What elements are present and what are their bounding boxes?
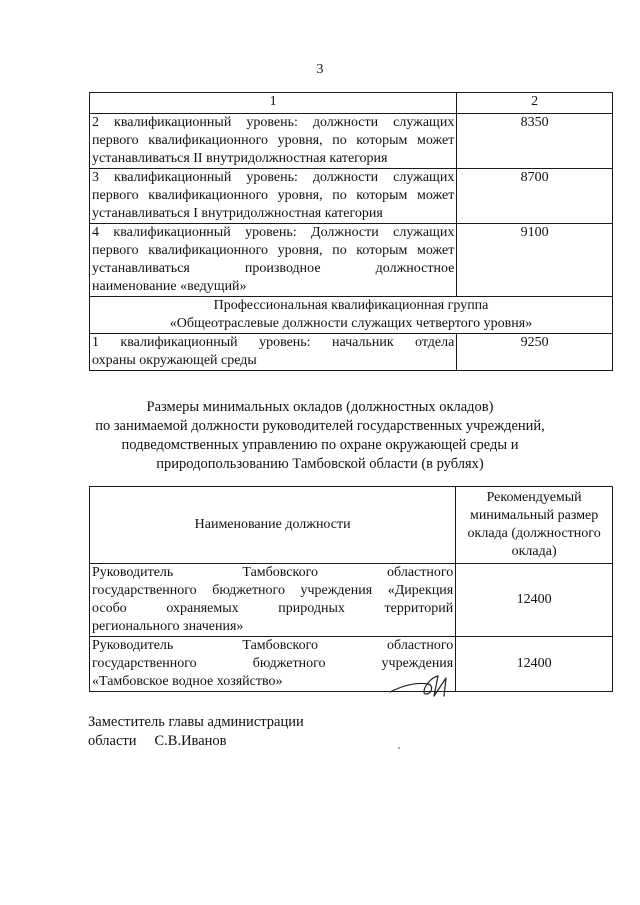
cell-line: устанавливаться производное должностное bbox=[92, 261, 455, 276]
heading-line: подведомственных управлению по охране окружающей среды и bbox=[121, 437, 519, 453]
scan-dot bbox=[398, 747, 400, 749]
cell-line: «Тамбовское водное хозяйство» bbox=[92, 674, 283, 689]
signatory-position: Заместитель главы администрации bbox=[88, 714, 304, 730]
position-name-header: Наименование должности bbox=[90, 487, 456, 564]
group-subtitle: «Общеотраслевые должности служащих четвертого уровня» bbox=[169, 316, 533, 331]
salary-value: 8350 bbox=[457, 114, 613, 169]
cell-line: 2 квалификационный уровень: должности служащих bbox=[92, 115, 455, 130]
group-title: Профессиональная квалификационная группа bbox=[213, 298, 489, 313]
cell-line: 3 квалификационный уровень: должности служащих bbox=[92, 170, 455, 185]
salary-value: 12400 bbox=[456, 637, 613, 692]
group-header-row bbox=[90, 297, 613, 334]
salary-table-directors bbox=[89, 486, 613, 692]
heading-line: Размеры минимальных окладов (должностных окладов) bbox=[146, 399, 494, 415]
table-row bbox=[90, 564, 613, 637]
cell-line: государственного бюджетного учреждения bbox=[92, 656, 454, 671]
salary-value: 12400 bbox=[456, 564, 613, 637]
recommended-salary-header bbox=[456, 487, 613, 564]
cell-line: наименование «ведущий» bbox=[92, 279, 247, 294]
table-row bbox=[90, 637, 613, 692]
heading-line: по занимаемой должности руководителей государственных учреждений, bbox=[95, 418, 545, 434]
cell-line: первого квалификационного уровня, по которым может bbox=[92, 188, 455, 203]
column-header-2: 2 bbox=[457, 93, 613, 114]
header-line: оклада) bbox=[511, 544, 557, 559]
signature-block bbox=[88, 713, 304, 751]
cell-line: регионального значения» bbox=[92, 619, 244, 634]
position-name-cell bbox=[90, 564, 456, 637]
signatory-region: области bbox=[88, 733, 137, 749]
cell-line: охраны окружающей среды bbox=[92, 353, 257, 368]
qualification-level-cell bbox=[90, 114, 457, 169]
cell-line: устанавливаться I внутридолжностная категория bbox=[92, 206, 383, 221]
header-line: Рекомендуемый bbox=[486, 490, 582, 505]
cell-line: государственного бюджетного учреждения «Дирекция bbox=[92, 583, 454, 598]
table-row bbox=[90, 169, 613, 224]
qualification-level-cell bbox=[90, 224, 457, 297]
cell-line: 4 квалификационный уровень: Должности служащих bbox=[92, 225, 455, 240]
table-header-row bbox=[90, 93, 613, 114]
professional-group-cell bbox=[90, 297, 613, 334]
cell-line: первого квалификационного уровня, по которым может bbox=[92, 243, 455, 258]
salary-value: 9100 bbox=[457, 224, 613, 297]
cell-line: устанавливаться II внутридолжностная категория bbox=[92, 151, 388, 166]
table-row bbox=[90, 114, 613, 169]
cell-line: особо охраняемых природных территорий bbox=[92, 601, 454, 616]
heading-line: природопользованию Тамбовской области (в рублях) bbox=[156, 456, 484, 472]
cell-line: 1 квалификационный уровень: начальник отдела bbox=[92, 335, 455, 350]
cell-line: Руководитель Тамбовского областного bbox=[92, 565, 454, 580]
handwritten-signature bbox=[388, 672, 458, 700]
header-line: минимальный размер bbox=[469, 508, 599, 523]
table-header-row bbox=[90, 487, 613, 564]
column-header-1: 1 bbox=[90, 93, 457, 114]
qualification-level-cell bbox=[90, 334, 457, 371]
section-heading bbox=[60, 398, 580, 474]
header-line: оклада (должностного bbox=[467, 526, 601, 541]
qualification-level-cell bbox=[90, 169, 457, 224]
cell-line: Руководитель Тамбовского областного bbox=[92, 638, 454, 653]
salary-table-levels bbox=[89, 92, 613, 371]
table-row bbox=[90, 224, 613, 297]
salary-value: 8700 bbox=[457, 169, 613, 224]
salary-value: 9250 bbox=[457, 334, 613, 371]
page-number: 3 bbox=[316, 62, 324, 77]
cell-line: первого квалификационного уровня, по которым может bbox=[92, 133, 455, 148]
signatory-name: С.В.Иванов bbox=[154, 733, 227, 749]
signatory-line bbox=[88, 732, 304, 751]
table-row bbox=[90, 334, 613, 371]
